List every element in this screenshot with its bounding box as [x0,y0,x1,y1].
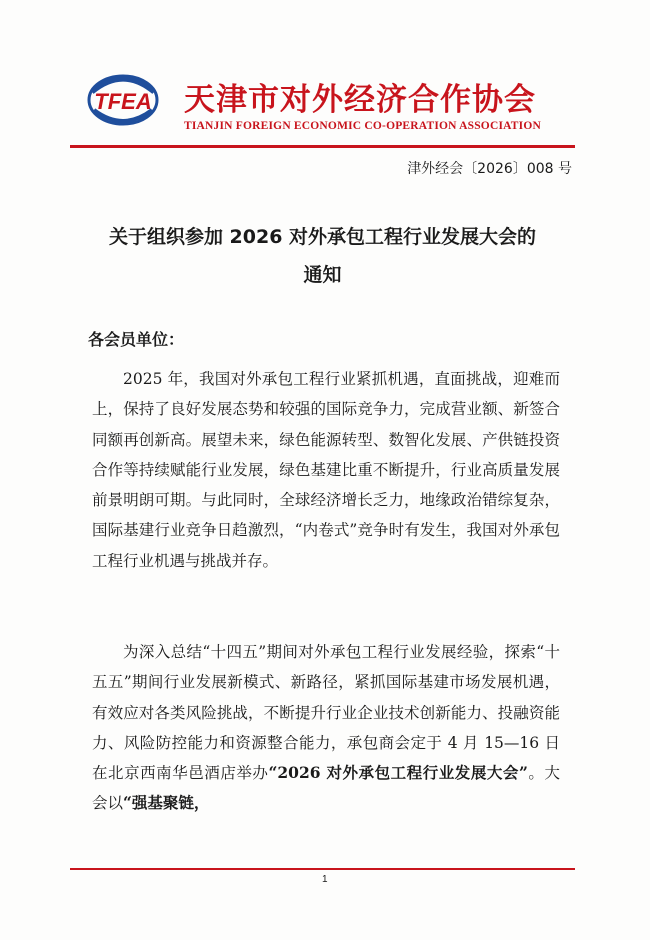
conference-theme: “强基聚链， [123,793,210,813]
paragraph-2 [92,637,560,819]
org-name-en: TIANJIN FOREIGN ECONOMIC CO-OPERATION ASSOCIATION [184,120,541,132]
paragraph-1: 2025 年，我国对外承包工程行业紧抓机遇，直面挑战，迎难而上，保持了良好发展态势和较强的国际竞争力，完成营业额、新签合同额再创新高。展望未来，绿色能源转型、数智化发展、产供链投资合作等持续赋能行业发展，绿色基建比重不断提升，行业高质量发展前景明朗可期。与此同时，全球经济增长乏力，地缘政治错综复杂，国际基建行业竞争日趋激烈，“内卷式”竞争时有发生，我国对外承包工程行业机遇与挑战并存。 [92,370,560,570]
notice-title [70,218,575,294]
tfea-logo [84,70,162,130]
title-line-2: 通知 [303,264,342,286]
page-number: 1 [322,874,328,885]
footer-divider [70,868,575,870]
letterhead-divider [70,145,575,148]
title-line-1: 关于组织参加 2026 对外承包工程行业发展大会的 [108,226,537,248]
logo-text: TFEA [94,89,152,114]
paragraph-2-tail: 。大会以 [92,764,560,813]
letterhead [84,66,574,146]
event-name: “2026 对外承包工程行业发展大会” [268,763,528,783]
paragraph-2-main: 为深入总结“十四五”期间对外承包工程行业发展经验，探索“十五五”期间行业发展新模式、新路径，紧抓国际基建市场发展机遇，有效应对各类风险挑战，不断提升行业企业技术创新能力、投融资能力、风险防控能力和资源整合能力，承包商会定于 4 月 15—16 日在北京西南华邑酒店举办 [92,643,560,783]
org-name-cn: 天津市对外经济合作协会 [184,82,536,118]
document-number: 津外经会〔2026〕008 号 [407,161,572,177]
salutation: 各会员单位： [88,330,185,349]
